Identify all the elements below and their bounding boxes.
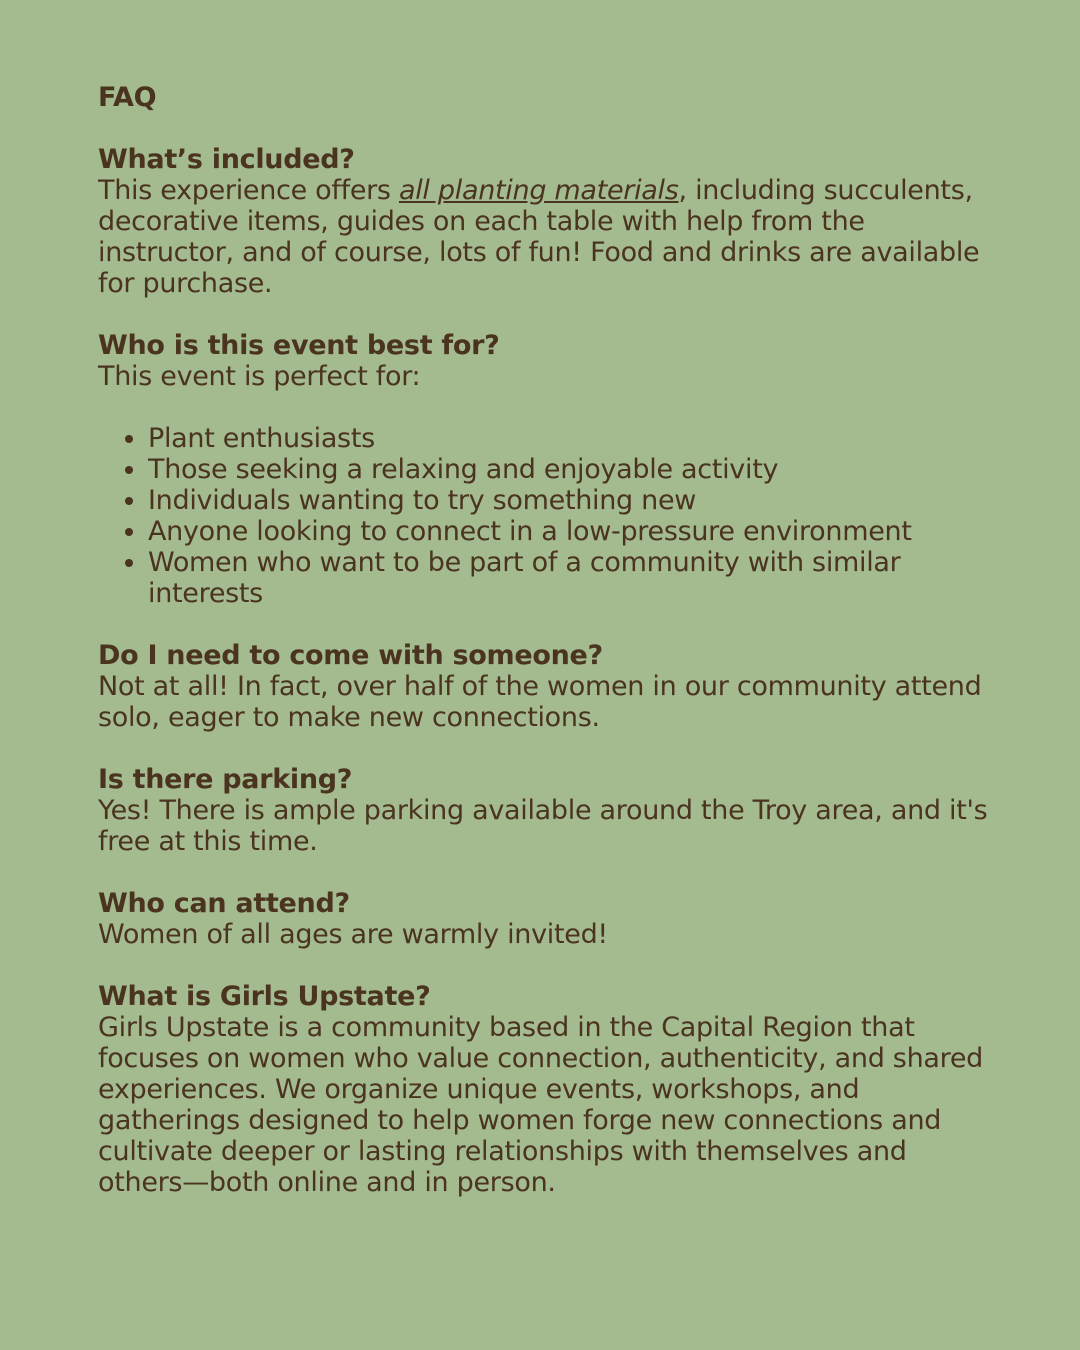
answer-best-for: This event is perfect for: xyxy=(98,361,421,392)
faq-section-best-for xyxy=(98,330,998,609)
list-item: • Those seeking a relaxing and enjoyable activity xyxy=(148,454,998,485)
question-come-with: Do I need to come with someone? xyxy=(98,640,603,671)
question-whats-included: What’s included? xyxy=(98,144,355,175)
faq-section-come-with xyxy=(98,640,998,733)
answer-attend: Women of all ages are warmly invited! xyxy=(98,919,608,950)
faq-section-attend xyxy=(98,888,998,950)
list-item: • Women who want to be part of a community with similar interests xyxy=(148,547,998,609)
answer-whats-included xyxy=(98,175,998,299)
answer-girls-upstate: Girls Upstate is a community based in the Capital Region that focuses on women who value connection, authenticity, and shared experiences. We organize unique events, workshops, and gatherings designed to help women forge new connections and cultivate deeper or lasting relationships with themselves and others—both online and in person. xyxy=(98,1012,983,1198)
question-best-for: Who is this event best for? xyxy=(98,330,500,361)
answer-text-after: , including succulents, decorative items, guides on each table with help from the instructor, and of course, lots of fun! Food and drinks are available for purchase. xyxy=(98,175,980,299)
audience-list xyxy=(98,423,998,609)
question-girls-upstate: What is Girls Upstate? xyxy=(98,981,431,1012)
faq-section-included xyxy=(98,144,998,299)
question-attend: Who can attend? xyxy=(98,888,350,919)
faq-page xyxy=(98,82,998,1229)
faq-title: FAQ xyxy=(98,82,157,113)
list-item: • Anyone looking to connect in a low-pressure environment xyxy=(148,516,998,547)
answer-parking: Yes! There is ample parking available around the Troy area, and it's free at this time. xyxy=(98,795,988,857)
list-item: • Individuals wanting to try something new xyxy=(148,485,998,516)
list-item: • Plant enthusiasts xyxy=(148,423,998,454)
faq-section-girls-upstate xyxy=(98,981,998,1198)
answer-come-with: Not at all! In fact, over half of the women in our community attend solo, eager to make new connections. xyxy=(98,671,982,733)
faq-section-parking xyxy=(98,764,998,857)
planting-materials-link[interactable]: all planting materials xyxy=(398,175,679,206)
answer-text-before: This experience offers xyxy=(98,175,399,206)
question-parking: Is there parking? xyxy=(98,764,353,795)
